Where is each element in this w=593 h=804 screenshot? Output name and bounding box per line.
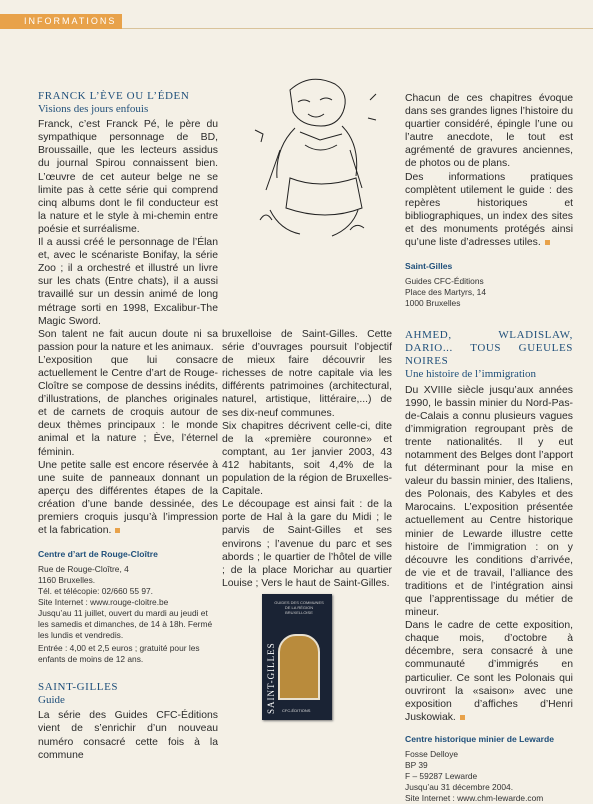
door-photo <box>278 634 320 700</box>
article3-title: AHMED, WLADISLAW, DARIO... TOUS GUEULES NOIRES <box>405 329 573 368</box>
column-1 <box>38 90 218 762</box>
info-box-2: Saint-Gilles Guides CFC-Éditions Place des Martyrs, 14 1000 Bruxelles <box>405 261 573 309</box>
column-2 <box>222 328 392 590</box>
article2-p5: Chacun de ces chapitres évoque dans ses grandes lignes l’histoire du quartier considéré, épingle l’une ou l’autre anecdote, le tout est agrémenté de gravures anciennes, de photos ou de plans. <box>405 93 573 170</box>
article2-title: SAINT-GILLES <box>38 681 119 694</box>
article1-p1: Franck, c’est Franck Pé, le père du sympathique personnage de BD, Broussaille, que les lecteurs assidus du journal Spirou connaissent bien. L’œuvre de cet auteur belge ne se limite pas à cette série qui comprend cinq albums dont le fil conducteur est la nature et le style à mi-chemin entre poésie et surréalisme. <box>38 119 218 235</box>
header-rule <box>122 28 593 29</box>
article1-p4: L’exposition que lui consacre actuellement le Centre d’art de Rouge-Cloître se compose de dessins inédits, d’illustrations, de planches originales et de carnets de croquis autour de deux thèmes principaux : le monde animal et la nature ; Ève, l’éternel féminin. <box>38 354 218 458</box>
info-box-1: Centre d’art de Rouge-Cloître Rue de Rouge-Cloître, 4 1160 Bruxelles. Tél. et télécopie: 02/660 55 97. Site Internet : www.rouge-cloitre.be Jusqu’au 11 juillet, ouvert du mardi au jeudi et les samedis et dimanches, de 14 à 18h. Fermé les lundis et vendredis. Entrée : 4,00 et 2,5 euros ; gratuité pour les enfants de moins de 12 ans. <box>38 549 218 665</box>
article2-p2: bruxelloise de Saint-Gilles. Cette série d’ouvrages poursuit l’objectif de mieux faire découvrir les richesses de notre capitale via les différents patrimoines (architectural, naturel, artistique, littéraire,...) de ses dix-neuf communes. <box>222 329 392 419</box>
end-mark <box>115 528 120 533</box>
article2-p4: Le découpage est ainsi fait : de la porte de Hal à la gare du Midi ; le parvis de Saint-Gilles et ses environs ; l’avenue du parc et ses abords ; le quartier de l’hôtel de ville ; de la place Morichar au quartier Louise ; Vers le haut de Saint-Gilles. <box>222 499 392 589</box>
article1-p3: Son talent ne fait aucun doute ni sa passion pour la nature et les animaux. <box>38 328 218 353</box>
info1-title: Centre d’art de Rouge-Cloître <box>38 549 158 560</box>
article1-p5: Une petite salle est encore réservée à une suite de panneaux donnant un aperçu des différentes étapes de la création d’une bande dessinée, des premiers croquis jusqu’à l’impression et la fabrication. <box>38 459 218 537</box>
article3-p1: Du XVIIIe siècle jusqu’aux années 1990, le bassin minier du Nord-Pas-de-Calais a connu plusieurs vagues d’immigration regroupant près de trente nationalités. Il y eut notamment des Belges dont l’apport fut déterminant pour la mise en valeur du bassin minier, des Italiens, des Polonais, des Kabyles et des Marocains. L’exposition présentée actuellement au Centre historique minier de Lewarde illustre cette histoire de l’immigration : on y découvre les conditions d’arrivée, de vie et de travail, l’alliance des traditions et de l’intégration ainsi que l’apprentissage du métier de mineur. <box>405 384 573 619</box>
article3-subtitle: Une histoire de l’immigration <box>405 368 537 381</box>
column-3 <box>405 92 573 804</box>
info2-title: Saint-Gilles <box>405 261 453 272</box>
article1-subtitle: Visions des jours enfouis <box>38 103 149 116</box>
article1-p2: Il a aussi créé le personnage de l’Élan et, avec le scénariste Bonifay, la série Zoo ; il a orchestré et illustré un livre sur les chats (Entre chats), il a aussi travaillé sur un dessin animé de long métrage sorti en 1998, Excalibur-The Magic Sword. <box>38 237 218 327</box>
article2-p3: Six chapitres décrivent celle-ci, dite de la «première couronne» et comptant, au 1er janvier 2003, 43 412 habitants, soit 4,4% de la population de la région de Bruxelles-Capitale. <box>222 420 392 498</box>
info3-title: Centre historique minier de Lewarde <box>405 733 554 744</box>
book-cover-image: GUIDES DES COMMUNES DE LA RÉGION BRUXELLOISE SAINT-GILLES CFC-ÉDITIONS <box>262 594 332 720</box>
article2-p1: La série des Guides CFC-Éditions vient de s’enrichir d’un nouveau numéro consacré cette fois à la commune <box>38 710 218 761</box>
info-box-3: Centre historique minier de Lewarde Fosse Delloye BP 39 F – 59287 Lewarde Jusqu’au 31 décembre 2004. Site Internet : www.chm-lewarde.com <box>405 734 573 804</box>
article2-subtitle: Guide <box>38 694 65 707</box>
article1-title: FRANCK L’ÈVE OU L’ÉDEN <box>38 90 190 102</box>
article2-p6: Des informations pratiques complètent utilement le guide : des repères historiques et bibliographiques, un index des sites et des monuments protégés ainsi qu’une liste d’adresses utiles. <box>405 171 573 249</box>
article3-p2: Dans le cadre de cette exposition, chaque mois, d’octobre à décembre, sera consacré à une communauté d’immigrés en particulier. Ce sont les Polonais qui ouvriront la «saison» avec une exposition d’affiches d’Henri Juskowiak. <box>405 620 573 723</box>
comic-illustration <box>250 70 380 245</box>
section-tab: INFORMATIONS <box>0 14 122 29</box>
end-mark <box>460 715 465 720</box>
end-mark <box>545 240 550 245</box>
